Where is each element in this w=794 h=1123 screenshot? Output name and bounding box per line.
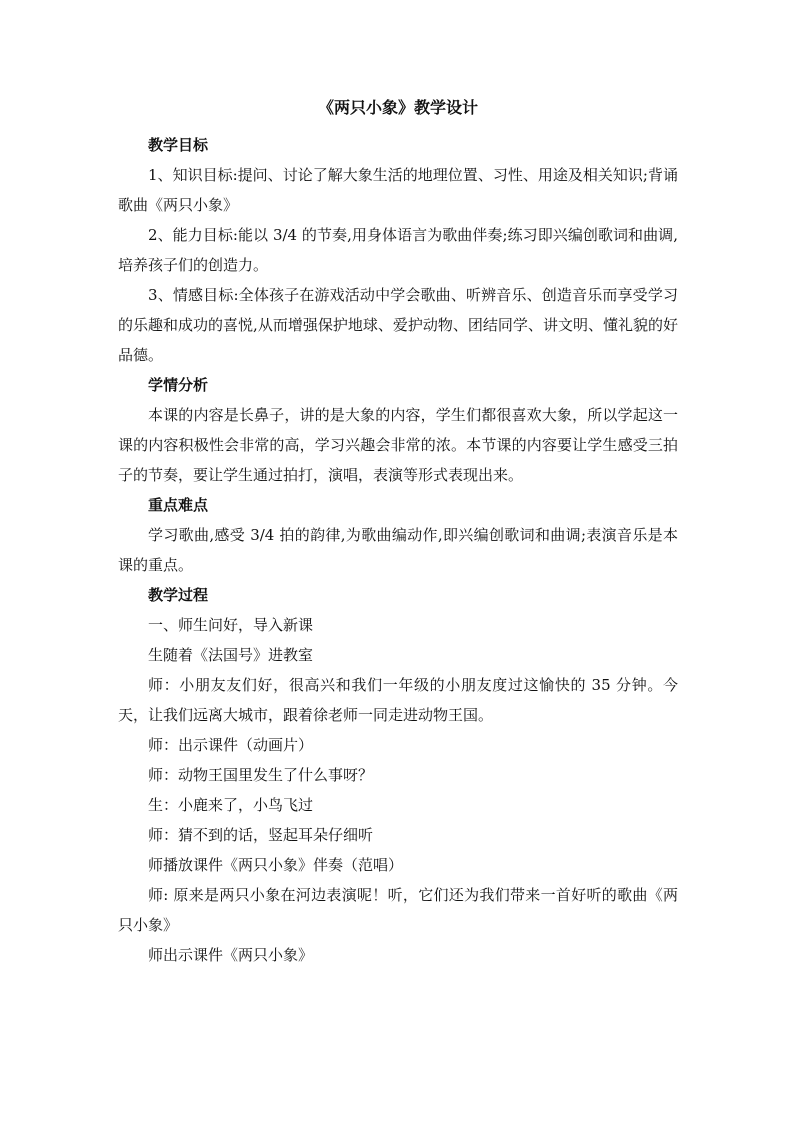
section-heading-process: 教学过程 [148, 586, 209, 604]
process-step-4: 师：出示课件（动画片） [148, 736, 314, 754]
process-step-1: 一、师生问好，导入新课 [148, 616, 314, 634]
process-step-9: 师: 原来是两只小象在河边表演呢！听，它们还为我们带来一首好听的歌曲《两只小象》 [118, 886, 678, 934]
goal-emotion: 3、情感目标:全体孩子在游戏活动中学会歌曲、听辨音乐、创造音乐而享受学习的乐趣和成功的喜悦,从而增强保护地球、爱护动物、团结同学、讲文明、懂礼貌的好品德。 [118, 286, 678, 364]
process-step-10: 师出示课件《两只小象》 [148, 946, 314, 964]
section-goals [118, 130, 678, 370]
section-heading-key-points: 重点难点 [148, 496, 209, 514]
document-page [118, 96, 678, 970]
section-key-points [118, 490, 678, 580]
section-heading-goals: 教学目标 [148, 136, 209, 154]
section-heading-analysis: 学情分析 [148, 376, 209, 394]
process-step-3: 师：小朋友友们好，很高兴和我们一年级的小朋友度过这愉快的 35 分钟。今天，让我们远离大城市，跟着徐老师一同走进动物王国。 [118, 676, 678, 724]
section-analysis [118, 370, 678, 490]
process-step-5: 师：动物王国里发生了什么事呀？ [148, 766, 374, 784]
analysis-paragraph: 本课的内容是长鼻子，讲的是大象的内容，学生们都很喜欢大象，所以学起这一课的内容积极性会非常的高，学习兴趣会非常的浓。本节课的内容要让学生感受三拍子的节奏，要让学生通过拍打，演唱，表演等形式表现出来。 [118, 406, 678, 484]
document-title: 《两只小象》教学设计 [317, 98, 478, 117]
process-step-6: 生：小鹿来了，小鸟飞过 [148, 796, 314, 814]
section-process [118, 580, 678, 970]
process-step-2: 生随着《法国号》进教室 [148, 646, 314, 664]
process-step-8: 师播放课件《两只小象》伴奏（范唱） [148, 856, 404, 874]
goal-ability: 2、能力目标:能以 3/4 的节奏,用身体语言为歌曲伴奏;练习即兴编创歌词和曲调,培养孩子们的创造力。 [118, 226, 678, 274]
key-points-paragraph: 学习歌曲,感受 3/4 拍的韵律,为歌曲编动作,即兴编创歌词和曲调;表演音乐是本课的重点。 [118, 526, 678, 574]
goal-knowledge: 1、知识目标:提问、讨论了解大象生活的地理位置、习性、用途及相关知识;背诵歌曲《两只小象》 [118, 166, 678, 214]
process-step-7: 师：猜不到的话，竖起耳朵仔细听 [148, 826, 374, 844]
